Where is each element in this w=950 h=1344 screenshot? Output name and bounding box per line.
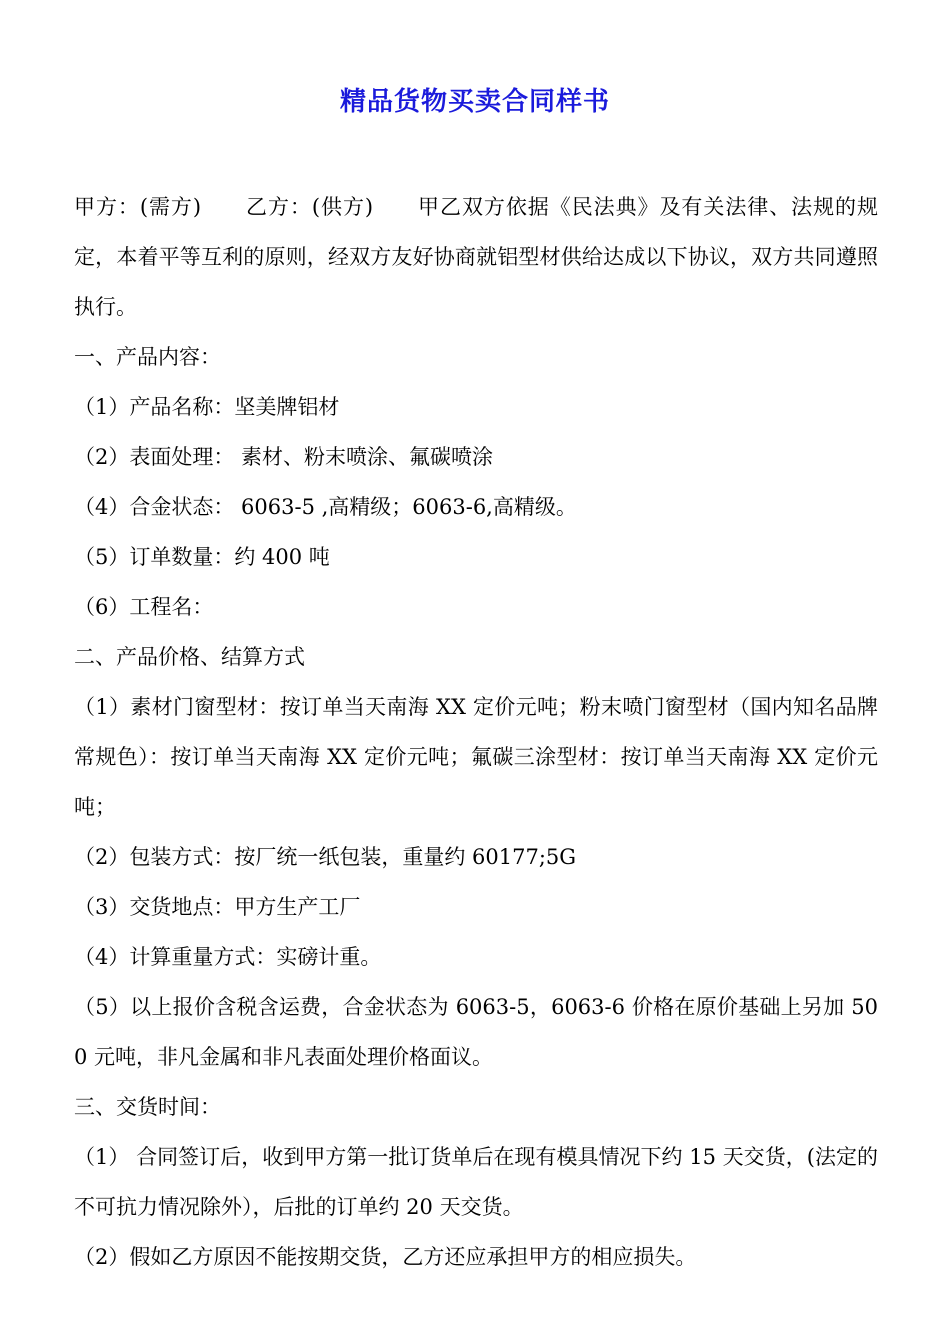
clause-project-name: （6）工程名： [74,595,214,619]
document-title: 精品货物买卖合同样书 [339,87,610,117]
clause-delivery-schedule: （1） 合同签订后，收到甲方第一批订货单后在现有模具情况下约 15 天交货，(法定的不可抗力情况除外），后批的订单约 20 天交货。 [74,1145,878,1219]
section-heading-price: 二、产品价格、结算方式 [74,645,305,669]
clause-delivery-location: （3）交货地点：甲方生产工厂 [74,895,361,919]
clause-packaging: （2）包装方式：按厂统一纸包装，重量约 60177;5G [74,845,577,869]
document-body [74,182,878,1282]
clause-order-quantity: （5）订单数量：约 400 吨 [74,545,330,569]
clause-product-name: （1）产品名称：坚美牌铝材 [74,395,340,419]
clause-tax-freight: （5）以上报价含税含运费，合金状态为 6063-5，6063-6 价格在原价基础上另加 500 元吨，非凡金属和非凡表面处理价格面议。 [74,995,878,1069]
section-heading-delivery-time: 三、交货时间： [74,1095,221,1119]
party-a-label: 甲方：(需方) [74,195,202,219]
clause-surface-treatment: （2）表面处理： 素材、粉末喷涂、氟碳喷涂 [74,445,494,469]
intro-text: 甲乙双方依据《民法典》及有关法律、法规的规定，本着平等互利的原则，经双方友好协商就铝型材供给达成以下协议，双方共同遵照执行。 [74,195,879,319]
section-heading-product: 一、产品内容： [74,345,221,369]
clause-alloy-state: （4）合金状态： 6063-5 ,高精级；6063-6,高精级。 [74,495,577,519]
intro-paragraph [74,182,878,332]
clause-weight-method: （4）计算重量方式：实磅计重。 [74,945,382,969]
clause-pricing: （1）素材门窗型材：按订单当天南海 XX 定价元吨；粉末喷门窗型材（国内知名品牌常规色）：按订单当天南海 XX 定价元吨；氟碳三涂型材：按订单当天南海 XX 定价元吨； [74,695,878,819]
clause-late-delivery: （2）假如乙方原因不能按期交货，乙方还应承担甲方的相应损失。 [74,1245,697,1269]
party-b-label: 乙方：(供方) [245,195,374,219]
